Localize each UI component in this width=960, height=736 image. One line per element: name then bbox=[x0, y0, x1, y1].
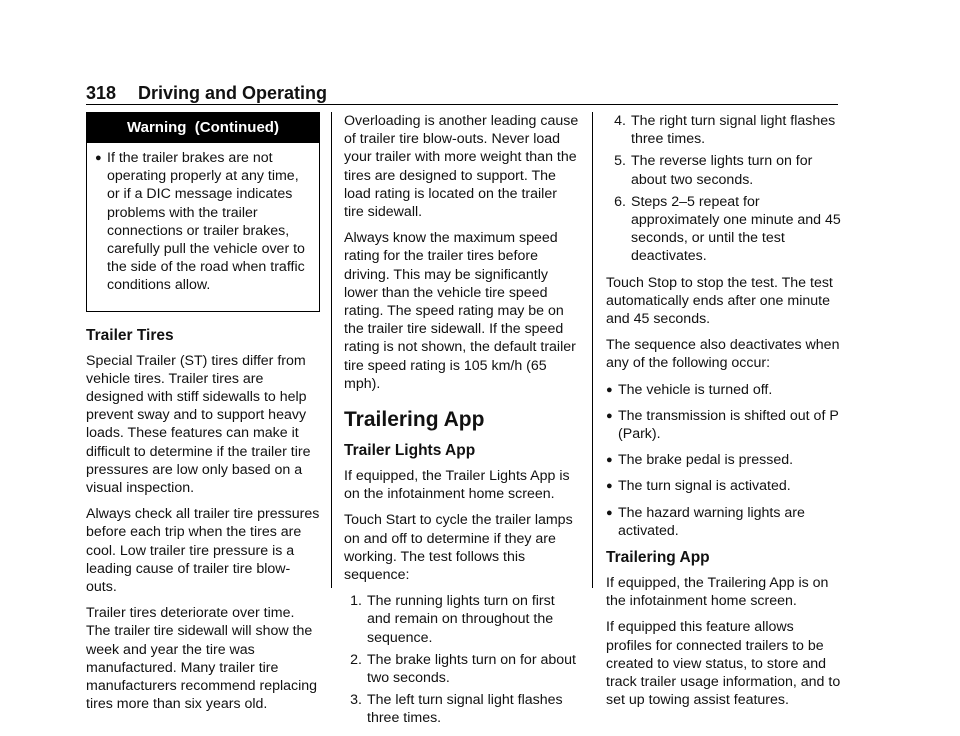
bullet-icon: ● bbox=[606, 506, 613, 519]
list-item: 1. The running lights turn on first and remain on throughout the sequence. bbox=[350, 593, 555, 646]
heading-trailer-tires: Trailer Tires bbox=[86, 326, 174, 344]
paragraph: If equipped this feature allows profiles for connected trailers to be created to view status, to store and track trailer usage information, and to set up towing assist features. bbox=[606, 619, 841, 709]
list-item: 5. The reverse lights turn on for about two seconds. bbox=[614, 153, 813, 188]
list-item: ● The turn signal is activated. bbox=[606, 478, 791, 495]
bullet-icon: ● bbox=[95, 152, 102, 164]
page-header bbox=[86, 82, 838, 105]
column-divider bbox=[331, 112, 332, 588]
warning-title: Warning (Continued) bbox=[87, 113, 319, 143]
bullet-icon: ● bbox=[606, 383, 613, 396]
section-title: Driving and Operating bbox=[138, 83, 328, 103]
column-middle bbox=[344, 112, 580, 736]
column-right bbox=[606, 112, 842, 717]
bullet-icon: ● bbox=[606, 454, 613, 467]
paragraph: Always know the maximum speed rating for the trailer tires before driving. This may be significantly lower than the vehicle tire speed rating. The speed rating may be on the trailer tire sidewall. If the speed rating is not shown, the default trailer tire speed rating is 105 km/h (65 mph). bbox=[344, 230, 576, 392]
column-left bbox=[86, 112, 320, 721]
paragraph: Touch Stop to stop the test. The test automatically ends after one minute and 45 seconds. bbox=[606, 274, 833, 328]
list-item: ● The brake pedal is pressed. bbox=[606, 452, 794, 469]
list-item: 3. The left turn signal light flashes three times. bbox=[350, 692, 563, 727]
list-item: ● If the trailer brakes are not operating properly at any time, or if a DIC message indicates problems with the trailer connections or trailer brakes, carefully pull the vehicle over to the side of the road when traffic conditions allow. bbox=[95, 150, 305, 294]
list-item: ● The vehicle is turned off. bbox=[606, 381, 773, 398]
paragraph: Special Trailer (ST) tires differ from vehicle tires. Trailer tires are designed with stiff sidewalls to help prevent sway and to support heavy loads. These features can make it difficult to determine if the trailer tire pressures are low only based on a visual inspection. bbox=[86, 352, 311, 497]
paragraph: If equipped, the Trailer Lights App is on the infotainment home screen. bbox=[344, 468, 570, 503]
warning-box bbox=[86, 112, 320, 312]
list-item: 4. The right turn signal light flashes three times. bbox=[614, 113, 836, 148]
bullet-icon: ● bbox=[606, 480, 613, 493]
steps-list bbox=[606, 112, 842, 266]
heading-trailering-app: Trailering App bbox=[344, 408, 485, 432]
paragraph: If equipped, the Trailering App is on the infotainment home screen. bbox=[606, 575, 829, 610]
steps-list bbox=[348, 592, 580, 727]
paragraph: Always check all trailer tire pressures before each trip when the tires are cool. Low trailer tire pressure is a leading cause of trailer tire blow-outs. bbox=[86, 506, 320, 596]
list-item: ● The hazard warning lights are activated. bbox=[606, 504, 805, 539]
list-item: ● The transmission is shifted out of P (Park). bbox=[606, 407, 839, 443]
bullet-icon: ● bbox=[606, 409, 613, 422]
paragraph: The sequence also deactivates when any of the following occur: bbox=[606, 337, 840, 372]
list-item: 2. The brake lights turn on for about two seconds. bbox=[350, 651, 576, 687]
heading-trailering-app: Trailering App bbox=[606, 549, 710, 567]
column-divider bbox=[592, 112, 593, 588]
paragraph: Overloading is another leading cause of trailer tire blow-outs. Never load your trailer with more weight than the tires are designed to support. The load rating is located on the trailer tire sidewall. bbox=[344, 113, 579, 221]
paragraph: Trailer tires deteriorate over time. The trailer tire sidewall will show the week and year the tire was manufactured. Many trailer tire manufacturers recommend replacing tires more than six years old. bbox=[86, 605, 318, 713]
page-number: 318 bbox=[86, 83, 117, 103]
list-item: 6. Steps 2–5 repeat for approximately one minute and 45 seconds, or until the test deactivates. bbox=[614, 193, 841, 265]
paragraph: Touch Start to cycle the trailer lamps on and off to determine if they are working. The test follows this sequence: bbox=[344, 512, 573, 584]
heading-trailer-lights-app: Trailer Lights App bbox=[344, 442, 476, 460]
